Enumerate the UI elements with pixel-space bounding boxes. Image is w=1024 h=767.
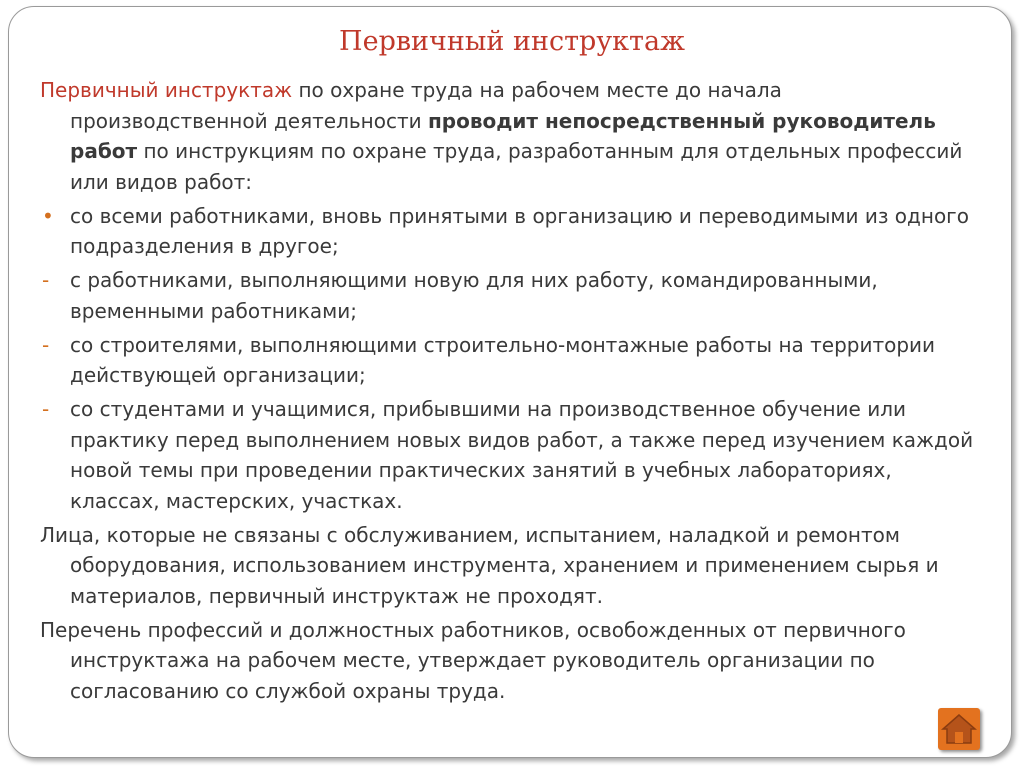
approval-paragraph: Перечень профессий и должностных работников, освобожденных от первичного инструктажа на рабочем месте, утверждает руководитель организации по согласованию со службой охраны труда. <box>40 617 906 703</box>
slide-title: Первичный инструктаж <box>339 26 685 57</box>
list-item <box>40 265 980 326</box>
exempt-paragraph: Лица, которые не связаны с обслуживанием, испытанием, наладкой и ремонтом оборудования, использованием инструмента, хранением и применением сырья и материалов, первичный инструктаж не проходят. <box>40 522 939 608</box>
slide-content <box>40 75 980 710</box>
dash-marker: - <box>42 268 50 292</box>
intro-text-1: по охране труда на рабочем месте до начала производственной деятельности <box>70 78 782 133</box>
dash-marker: - <box>42 397 50 421</box>
dash-marker: - <box>42 332 50 357</box>
intro-paragraph <box>40 75 980 197</box>
intro-text-2: по инструкциям по охране труда, разработанным для отдельных профессий или видов работ: <box>70 139 963 194</box>
list-item <box>40 330 980 391</box>
home-icon <box>941 712 977 746</box>
intro-term: Первичный инструктаж <box>40 78 293 102</box>
intro-bold: проводит непосредственный руководитель работ <box>70 108 936 163</box>
list-item <box>40 394 980 516</box>
list-item-text: с работниками, выполняющими новую для них работу, командированными, временными работниками; <box>70 268 878 323</box>
list-item <box>40 201 980 262</box>
bullet-marker: • <box>42 203 54 228</box>
list-item-text: со строителями, выполняющими строительно-монтажные работы на территории действующей организации; <box>70 332 936 387</box>
list-item-text: со всеми работниками, вновь принятыми в организацию и переводимыми из одного подразделения в другое; <box>70 203 969 258</box>
list-item-text: со студентами и учащимися, прибывшими на производственное обучение или практику перед выполнением новых видов работ, а также перед изучением каждой новой темы при проведении практических занятий в учебных лабораториях, классах, мастерских, участках. <box>70 397 974 513</box>
home-button[interactable] <box>938 708 980 750</box>
